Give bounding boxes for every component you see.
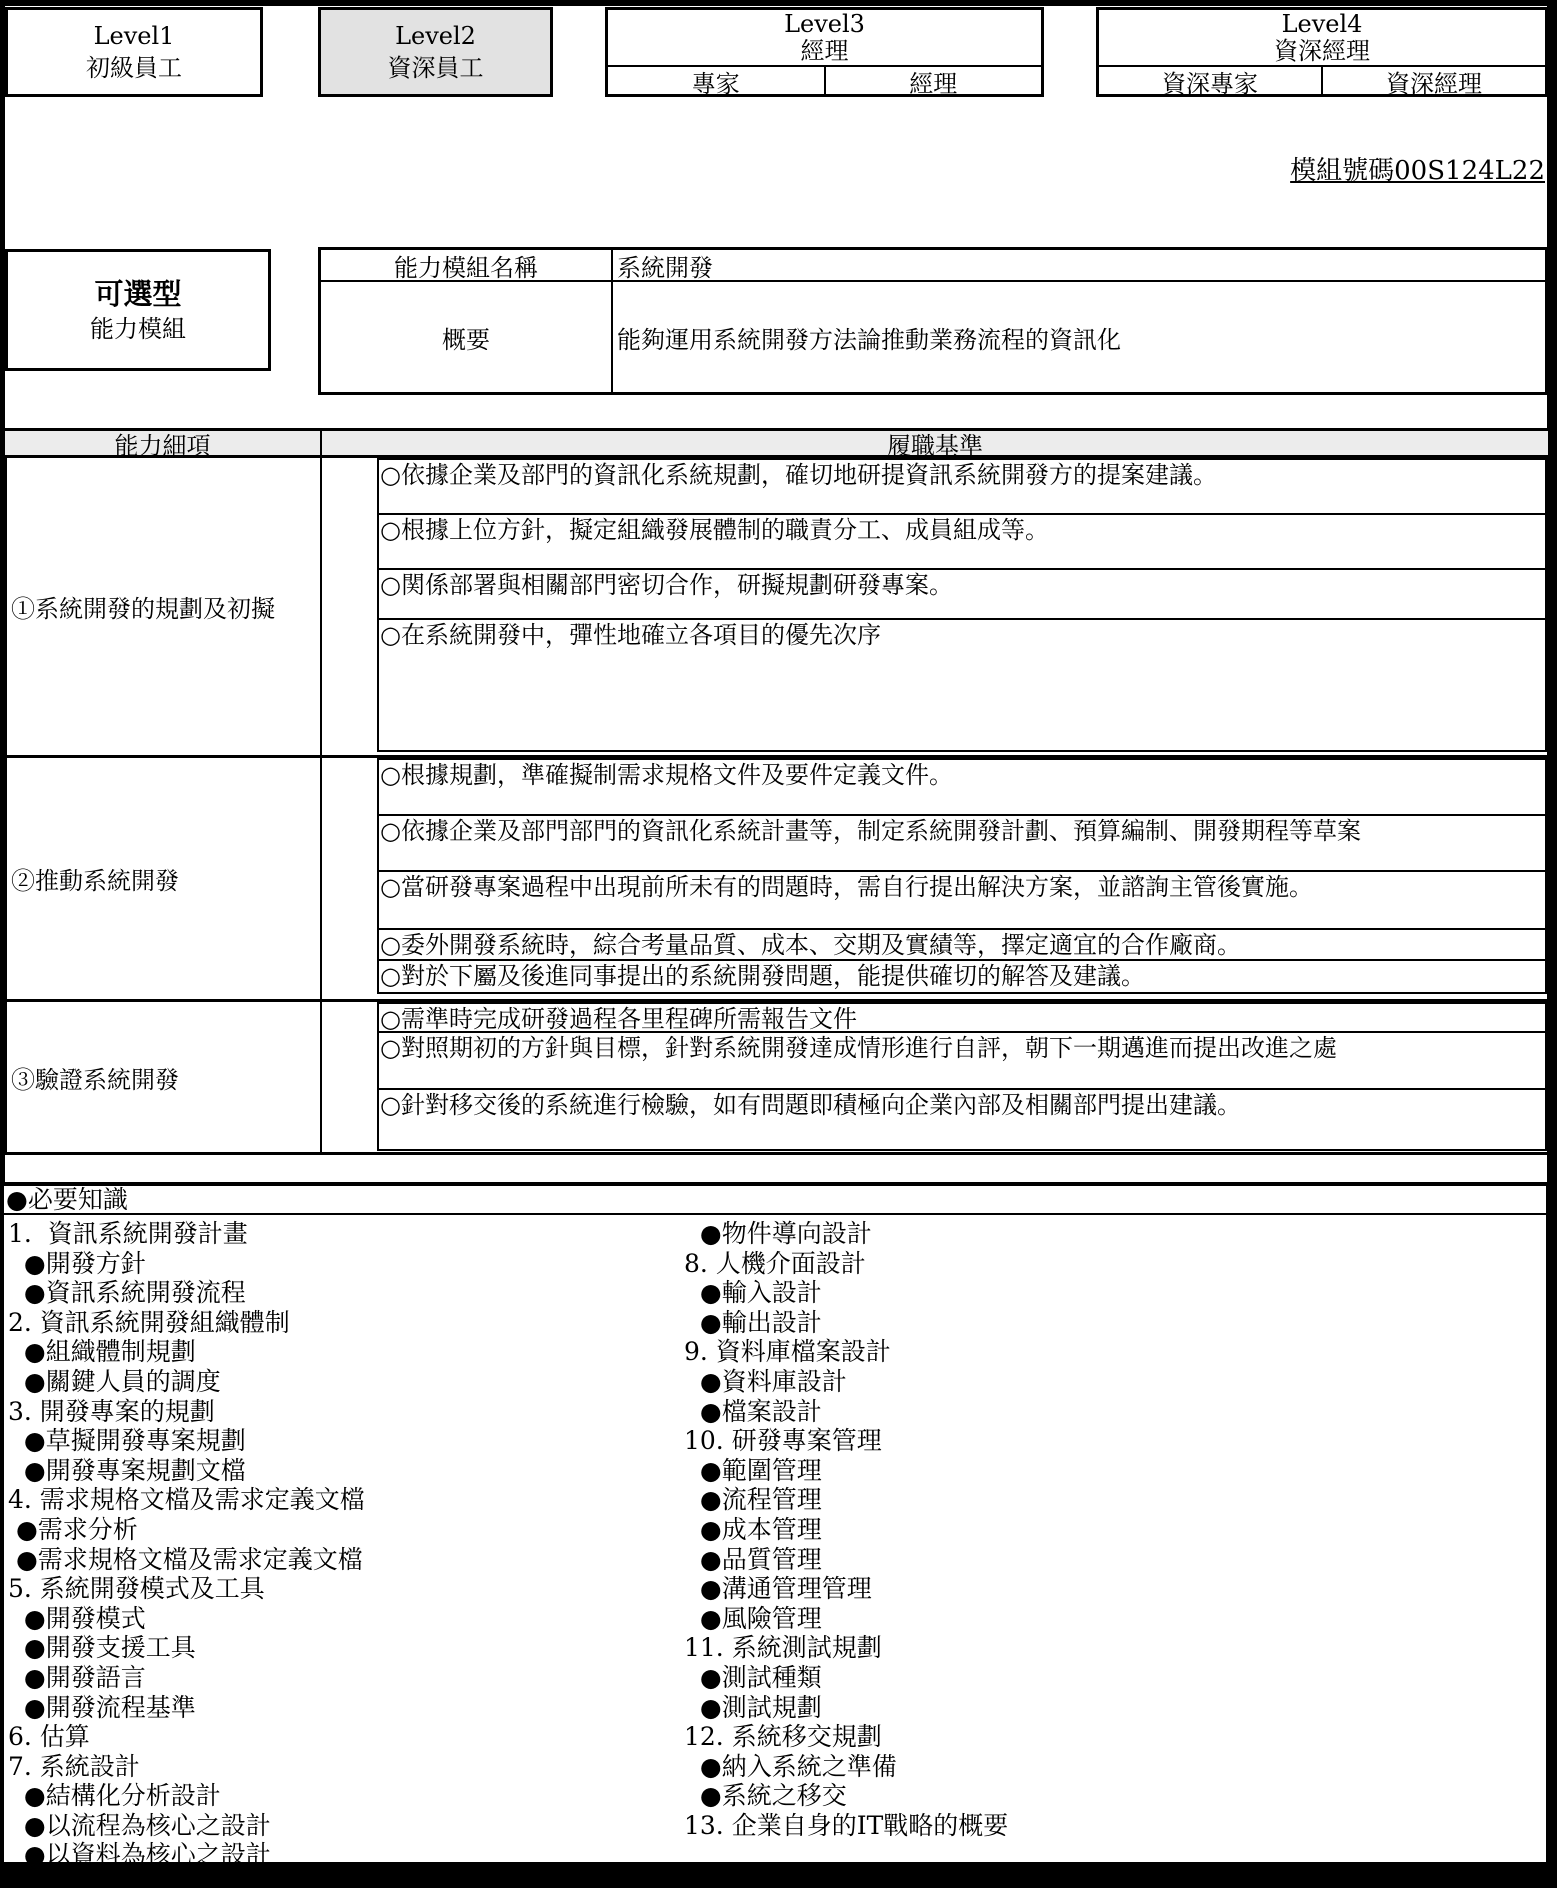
knowledge-list-item: ●資訊系統開發流程 (8, 1278, 246, 1308)
knowledge-list-item: 5. 系統開發模式及工具 (8, 1574, 265, 1604)
circle-bullet-icon: ○ (380, 931, 401, 959)
level1-title: 初級員工 (86, 54, 182, 82)
knowledge-list-item: ●系統之移交 (684, 1781, 847, 1811)
criteria-bullet-text: 根據上位方針，擬定組織發展體制的職責分工、成員組成等。 (400, 516, 1049, 544)
knowledge-list-item: ●開發流程基準 (8, 1692, 196, 1722)
knowledge-list-item: ●以流程為核心之設計 (8, 1810, 271, 1840)
level4-header (1099, 10, 1545, 67)
knowledge-list-item: ●開發專案規劃文檔 (8, 1455, 246, 1485)
level3-sub-manager: 經理 (909, 70, 958, 98)
level3-header (608, 10, 1041, 67)
knowledge-list-item: ●需求規格文檔及需求定義文檔 (8, 1544, 363, 1574)
knowledge-header: ●必要知識 (4, 1186, 1546, 1215)
circle-bullet-icon: ○ (380, 571, 401, 599)
criteria-bullet-cell (377, 458, 1548, 515)
knowledge-list-item: 9. 資料庫檔案設計 (684, 1337, 891, 1367)
criteria-table-header (5, 428, 1548, 458)
module-type-title: 可選型 (94, 277, 182, 311)
knowledge-right-column (684, 1219, 1008, 1840)
knowledge-list-item: ●品質管理 (684, 1544, 822, 1574)
circle-bullet-icon: ○ (380, 962, 401, 990)
knowledge-list-item: ●草擬開發專案規劃 (8, 1426, 246, 1456)
knowledge-list-item: 12. 系統移交規劃 (684, 1722, 882, 1752)
knowledge-list-item: 11. 系統測試規劃 (684, 1633, 882, 1663)
circle-bullet-icon: ○ (380, 817, 401, 845)
criteria-bullet-text: 針對移交後的系統進行檢驗，如有問題即積極向企業內部及相關部門提出建議。 (400, 1091, 1241, 1119)
circle-bullet-icon: ○ (380, 461, 401, 489)
criteria-bullet-text: 在系統開發中，彈性地確立各項目的優先次序 (400, 621, 881, 649)
knowledge-list-item: ●關鍵人員的調度 (8, 1366, 221, 1396)
knowledge-list-item: ●輸出設計 (684, 1307, 822, 1337)
criteria-bullet-text: 當研發專案過程中出現前所未有的問題時，需自行提出解決方案，並諮詢主管後實施。 (400, 873, 1313, 901)
knowledge-list-item: ●溝通管理管理 (684, 1574, 872, 1604)
circle-bullet-icon: ○ (380, 1005, 401, 1033)
level2-box-highlighted (318, 7, 553, 97)
knowledge-left-column (8, 1219, 365, 1870)
criteria-bullet-text: 根據規劃，準確擬制需求規格文件及要件定義文件。 (400, 761, 953, 789)
criteria-bullet-text: 委外開發系統時，綜合考量品質、成本、交期及實績等，擇定適宜的合作廠商。 (400, 931, 1241, 959)
knowledge-section (2, 1182, 1548, 1870)
level3-box (605, 7, 1044, 97)
level4-sub-senior-manager: 資深經理 (1386, 70, 1482, 98)
criteria-bullet-text: 関係部署與相關部門密切合作，研擬規劃研發專案。 (400, 571, 953, 599)
level1-name: Level1 (93, 22, 175, 50)
module-name-label: 能力模組名稱 (321, 250, 613, 280)
criteria-section-label: ②推動系統開發 (5, 758, 322, 999)
criteria-section-row (5, 1002, 1548, 1155)
level4-title: 資深經理 (1274, 36, 1370, 65)
knowledge-list-item: 1. 資訊系統開發計畫 (8, 1219, 248, 1248)
criteria-section-label: ①系統開發的規劃及初擬 (5, 458, 322, 755)
level3-title: 經理 (800, 36, 849, 65)
criteria-bullet-cell (377, 1031, 1548, 1090)
knowledge-list-item: 3. 開發專案的規劃 (8, 1396, 215, 1426)
knowledge-list-item: 2. 資訊系統開發組織體制 (8, 1307, 290, 1337)
module-info-table (318, 247, 1548, 395)
knowledge-list-item: ●風險管理 (684, 1603, 822, 1633)
knowledge-list-item: ●流程管理 (684, 1485, 822, 1515)
criteria-bullet-cell (377, 568, 1548, 620)
knowledge-list-item: 13. 企業自身的IT戰略的概要 (684, 1810, 1009, 1840)
level3-name: Level3 (784, 9, 865, 38)
circle-bullet-icon: ○ (380, 516, 401, 544)
knowledge-list-item: ●開發模式 (8, 1603, 146, 1633)
level2-name: Level2 (395, 22, 476, 50)
knowledge-list-item: ●以資料為核心之設計 (8, 1840, 271, 1870)
criteria-bullet-cell (377, 1002, 1548, 1033)
module-name-value: 系統開發 (617, 253, 713, 282)
knowledge-list-item: ●需求分析 (8, 1514, 138, 1544)
criteria-section-row (5, 458, 1548, 758)
knowledge-list-item: 8. 人機介面設計 (684, 1248, 866, 1278)
level3-sub-expert: 專家 (608, 67, 826, 96)
circle-bullet-icon: ○ (380, 873, 401, 901)
criteria-section-row (5, 758, 1548, 1002)
criteria-bullet-text: 對照期初的方針與目標，針對系統開發達成情形進行自評，朝下一期邁進而提出改進之處 (400, 1034, 1337, 1062)
knowledge-list-item: ●成本管理 (684, 1514, 822, 1544)
criteria-col2-header: 履職基準 (887, 431, 983, 460)
knowledge-list-item: ●資料庫設計 (684, 1366, 847, 1396)
circle-bullet-icon: ○ (380, 1091, 401, 1119)
criteria-bullet-cell (377, 1088, 1548, 1151)
knowledge-list-item: 6. 估算 (8, 1722, 90, 1752)
module-code: 模組號碼00S124L22 (1290, 156, 1545, 186)
criteria-bullet-cell (377, 513, 1548, 570)
knowledge-list-item: ●測試種類 (684, 1662, 822, 1692)
criteria-col1-header: 能力細項 (5, 431, 322, 455)
level4-sub-senior-expert: 資深專家 (1099, 67, 1323, 96)
circle-bullet-icon: ○ (380, 761, 401, 789)
knowledge-list-item: ●開發語言 (8, 1662, 146, 1692)
criteria-section-label: ③驗證系統開發 (5, 1002, 322, 1152)
circle-bullet-icon: ○ (380, 621, 401, 649)
knowledge-list-item: ●納入系統之準備 (684, 1751, 897, 1781)
criteria-bullet-text: 對於下屬及後進同事提出的系統開發問題，能提供確切的解答及建議。 (400, 962, 1145, 990)
knowledge-list-item: 7. 系統設計 (8, 1751, 140, 1781)
level1-box (5, 7, 263, 97)
circle-bullet-icon: ○ (380, 1034, 401, 1062)
criteria-bullet-text: 依據企業及部門的資訊化系統規劃，確切地研提資訊系統開發方的提案建議。 (400, 461, 1217, 489)
knowledge-list-item: ●測試規劃 (684, 1692, 822, 1722)
knowledge-list-item: 10. 研發專案管理 (684, 1426, 882, 1456)
knowledge-list-item: ●檔案設計 (684, 1396, 822, 1426)
criteria-table-body (5, 458, 1548, 1155)
criteria-bullet-cell (377, 870, 1548, 930)
module-summary-label: 概要 (321, 282, 613, 392)
knowledge-list-item: 4. 需求規格文檔及需求定義文檔 (8, 1485, 365, 1515)
knowledge-list-item: ●開發支援工具 (8, 1633, 196, 1663)
knowledge-list-item: ●組織體制規劃 (8, 1337, 196, 1367)
knowledge-list-item: ●開發方針 (8, 1248, 146, 1278)
module-type-subtitle: 能力模組 (90, 315, 186, 343)
criteria-bullet-cell (377, 814, 1548, 872)
criteria-bullet-cell (377, 959, 1548, 994)
knowledge-list-item: ●結構化分析設計 (8, 1781, 221, 1811)
knowledge-list-item: ●輸入設計 (684, 1278, 822, 1308)
level4-box (1096, 7, 1548, 97)
module-type-box (5, 249, 271, 371)
knowledge-list-item: ●物件導向設計 (684, 1219, 872, 1248)
criteria-bullet-cell (377, 758, 1548, 816)
criteria-bullet-cell (377, 618, 1548, 752)
criteria-bullet-cell (377, 928, 1548, 961)
criteria-bullet-text: 需準時完成研發過程各里程碑所需報告文件 (400, 1005, 857, 1033)
level2-title: 資深員工 (387, 54, 484, 82)
criteria-bullet-text: 依據企業及部門部門的資訊化系統計畫等，制定系統開發計劃、預算編制、開發期程等草案 (400, 817, 1361, 845)
knowledge-list-item: ●範圍管理 (684, 1455, 822, 1485)
module-summary-value: 能夠運用系統開發方法論推動業務流程的資訊化 (617, 325, 1121, 354)
level4-name: Level4 (1281, 9, 1363, 38)
